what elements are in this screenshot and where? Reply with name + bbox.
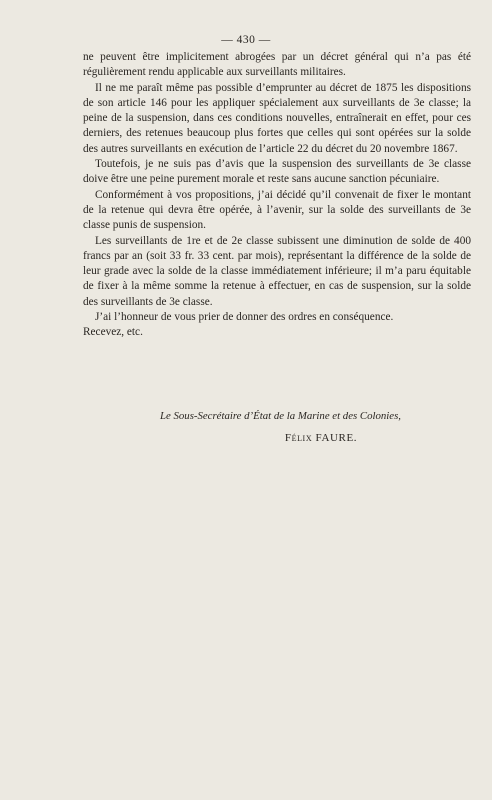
paragraph-3: Toutefois, je ne suis pas d’avis que la suspension des surveillants de 3e classe doive être une peine purement morale et reste sans aucune sanction pécuniaire. xyxy=(83,158,471,186)
signature-title: Le Sous-Secrétaire d’État de la Marine et des Colonies, xyxy=(160,410,401,422)
signature-name: Félix FAURE. xyxy=(284,432,358,444)
paragraph-5: Les surveillants de 1re et de 2e classe subissent une diminution de solde de 400 francs par an (soit 33 fr. 33 cent. par mois), représentant la différence de la solde de leur grade avec la solde de la classe immédiatement inférieure; il m’a paru équitable de fixer à la même somme la retenue à effectuer, en cas de suspension, sur la solde des surveillants de 3e classe. xyxy=(83,234,471,308)
closing-line: Recevez, etc. xyxy=(83,326,143,339)
paragraph-1: ne peuvent être implicitement abrogées par un décret général qui n’a pas été régulièrement rendu applicable aux surveillants militaires. xyxy=(83,51,471,79)
body-text xyxy=(83,50,471,341)
paragraph-4: Conformément à vos propositions, j’ai décidé qu’il convenait de fixer le montant de la retenue qui devra être opérée, à l’avenir, sur la solde des surveillants de 3e classe punis de suspension. xyxy=(83,188,471,232)
paragraph-6: J’ai l’honneur de vous prier de donner des ordres en conséquence. xyxy=(95,311,394,324)
page-number: — 430 — xyxy=(221,34,271,46)
paragraph-2: Il ne me paraît même pas possible d’emprunter au décret de 1875 les dispositions de son article 146 pour les appliquer spécialement aux surveillants de 3e classe; la peine de la suspension, dans ces conditions nouvelles, entraînerait en effet, pour ces derniers, des retenues beaucoup plus fortes que celles qui sont opérées sur la solde des autres surveillants en exécution de l’article 22 du décret du 20 novembre 1867. xyxy=(83,81,471,155)
